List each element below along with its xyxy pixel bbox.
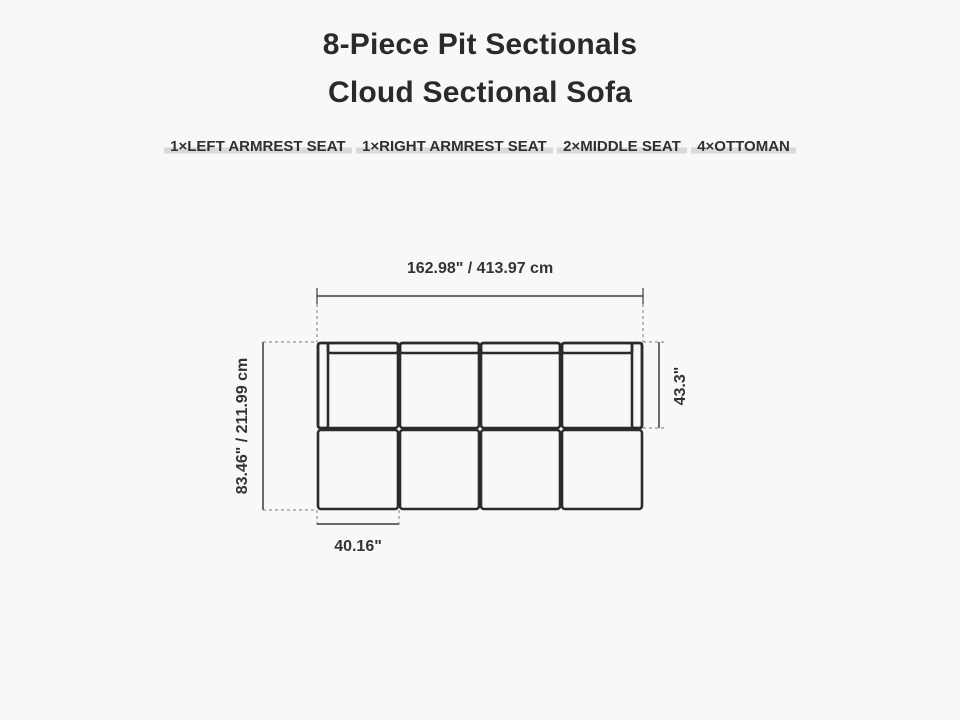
depth-dimension-label: 83.46" / 211.99 cm [234,357,251,495]
seat-depth-dimension [643,342,689,428]
seat-depth-label: 43.3" [672,366,689,406]
piece-middle-seat: 2×MIDDLE SEAT [557,137,687,157]
module-width-dimension [317,510,399,555]
ottoman-4 [562,430,642,509]
front-row-ottomans [318,430,642,509]
right-armrest-seat [562,343,642,428]
ottoman-3 [481,430,560,509]
back-row-seats [318,343,642,428]
ottoman-1 [318,430,398,509]
middle-seat-1 [400,343,479,428]
left-armrest-seat [318,343,398,428]
ottoman-2 [400,430,479,509]
page-subtitle: Cloud Sectional Sofa [327,76,633,109]
middle-seat-2 [481,343,560,428]
piece-ottoman: 4×OTTOMAN [691,137,796,157]
width-dimension-label: 162.98" / 413.97 cm [406,260,554,277]
width-dimension [317,260,643,342]
module-width-label: 40.16" [334,538,382,555]
piece-left-armrest-seat: 1×LEFT ARMREST SEAT [164,137,351,157]
depth-dimension [234,342,317,510]
page-title: 8-Piece Pit Sectionals [322,28,638,61]
piece-right-armrest-seat: 1×RIGHT ARMREST SEAT [356,137,553,157]
